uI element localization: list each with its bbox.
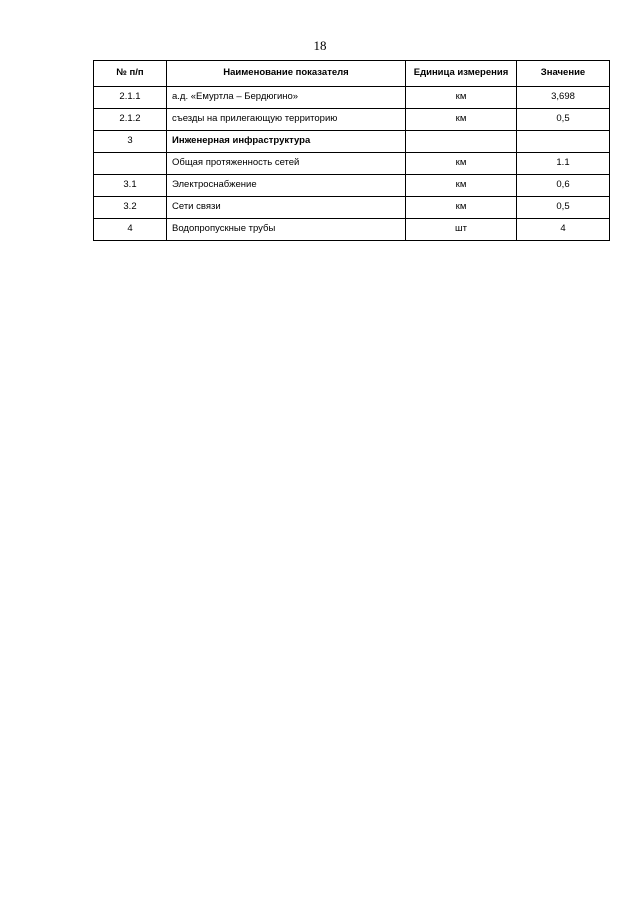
row-value: 3,698 <box>517 87 610 109</box>
row-name: Электроснабжение <box>167 175 406 197</box>
row-unit: км <box>406 87 517 109</box>
row-value: 0,6 <box>517 175 610 197</box>
row-value: 0,5 <box>517 109 610 131</box>
row-value: 4 <box>517 219 610 241</box>
table-row <box>94 197 610 219</box>
row-unit: км <box>406 197 517 219</box>
row-number: 3 <box>94 131 167 153</box>
indicators-table <box>93 60 610 241</box>
table-row <box>94 175 610 197</box>
row-number: 4 <box>94 219 167 241</box>
row-number <box>94 153 167 175</box>
row-number: 3.1 <box>94 175 167 197</box>
row-number: 3.2 <box>94 197 167 219</box>
row-unit: км <box>406 109 517 131</box>
row-unit: км <box>406 175 517 197</box>
table-header-row <box>94 61 610 87</box>
row-name: съезды на прилегающую территорию <box>167 109 406 131</box>
table-row <box>94 153 610 175</box>
row-name: Водопропускные трубы <box>167 219 406 241</box>
row-value: 0,5 <box>517 197 610 219</box>
table-row <box>94 109 610 131</box>
row-value <box>517 131 610 153</box>
row-value: 1.1 <box>517 153 610 175</box>
row-name: Сети связи <box>167 197 406 219</box>
table-row-section <box>94 131 610 153</box>
row-number: 2.1.2 <box>94 109 167 131</box>
header-number: № п/п <box>94 61 167 87</box>
row-name: а.д. «Емуртла – Бердюгино» <box>167 87 406 109</box>
page-number: 18 <box>313 38 327 53</box>
row-number: 2.1.1 <box>94 87 167 109</box>
row-unit: шт <box>406 219 517 241</box>
row-unit: км <box>406 153 517 175</box>
row-unit <box>406 131 517 153</box>
table-row <box>94 219 610 241</box>
header-unit: Единица измерения <box>406 61 517 87</box>
table-row <box>94 87 610 109</box>
row-name: Инженерная инфраструктура <box>167 131 406 153</box>
header-value: Значение <box>517 61 610 87</box>
row-name: Общая протяженность сетей <box>167 153 406 175</box>
header-indicator-name: Наименование показателя <box>167 61 406 87</box>
